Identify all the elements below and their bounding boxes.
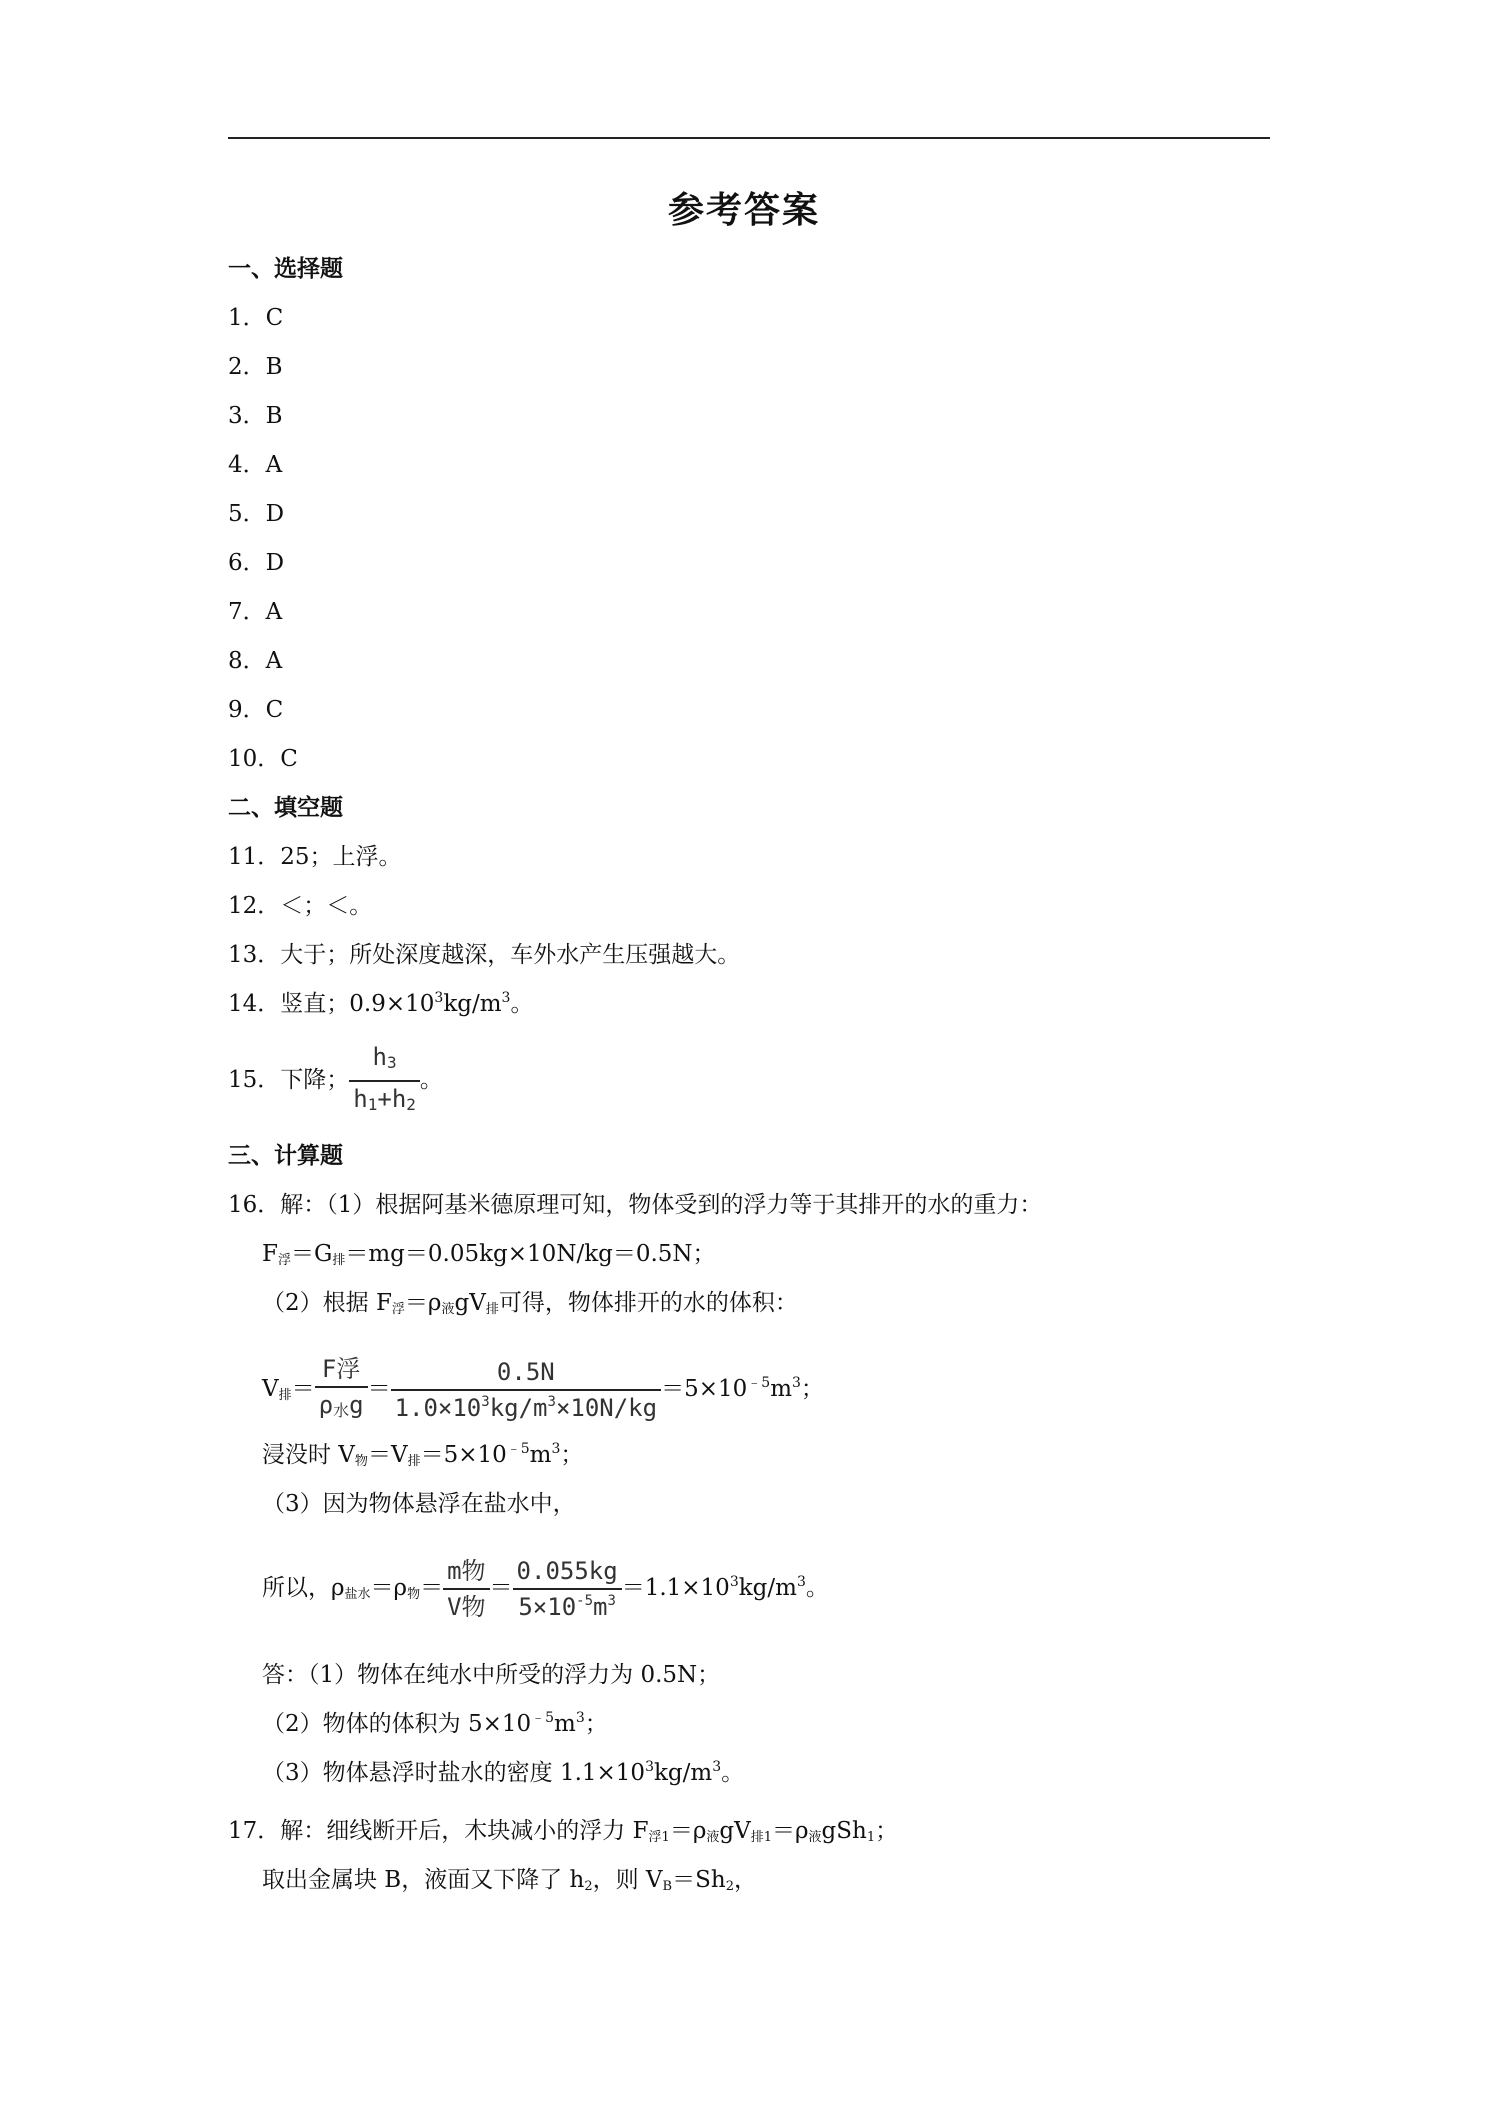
answer-item: 1．C xyxy=(228,305,284,331)
fraction-buoyancy-over-rho-g: $\frac{\text{F浮}}{\text{ρ水g}}$ xyxy=(315,1352,368,1428)
q17-line-2: 取出金属块 B，液面又下降了 $h_2$，则 $V_B=Sh_2$， xyxy=(262,1867,757,1894)
fraction-density-calc: $\frac{0.055kg}{5\times 10^{-5}m^3}$ xyxy=(513,1554,622,1624)
answer-item: 5．D xyxy=(228,501,285,527)
fraction-h3: $\frac{h3}{h1+h2}$ xyxy=(349,1040,420,1122)
q16-answer-3: （3）物体悬浮时盐水的密度 $1.1\times 10^3kg/m^3$。 xyxy=(262,1759,745,1786)
fill-answer-13: 13．大于；所处深度越深，车外水产生压强越大。 xyxy=(228,942,741,968)
fraction-volume-calc: $\frac{0.5N}{1.0\times 10^3kg/m^3\times 10N/kg}$ xyxy=(391,1355,662,1425)
q16-line-2: （2）根据 $F_浮=\rho_液gV_排$可得，物体排开的水的体积： xyxy=(262,1290,798,1317)
q16-line-6: 所以，$\rho_{盐水}=\rho_物=$ $\frac{\text{m物}}{\text{V物}}$ ＝ $\frac{0.055kg}{5\times 10^{-5}m^3}$ $=1.1\times 10^3kg/m^3$。 xyxy=(262,1548,829,1635)
section-heading-calc: 三、计算题 xyxy=(228,1143,343,1169)
fill-answer-12: 12．＜；＜。 xyxy=(228,893,373,919)
answer-item: 6．D xyxy=(228,550,285,576)
fill-answer-15: 15．下降； $\frac{h3}{h1+h2}$ 。 xyxy=(228,1040,443,1122)
answer-item: 8．A xyxy=(228,648,283,674)
q16-line-1: $F_浮=G_排=mg=0.05kg\times 10N/kg=0.5N$； xyxy=(262,1241,716,1268)
header-rule xyxy=(228,137,1270,139)
q16-line-3: $V_排=$ $\frac{\text{F浮}}{\text{ρ水g}}$ ＝ $\frac{0.5N}{1.0\times 10^3kg/m^3\times 10N/kg}$ $=5\times 10^{﹣5}m^3$； xyxy=(262,1349,824,1436)
answer-item: 3．B xyxy=(228,403,283,429)
answer-item: 7．A xyxy=(228,599,283,625)
answer-item: 2．B xyxy=(228,354,283,380)
q16-answer-2: （2）物体的体积为 $5\times 10^{﹣5}m^3$； xyxy=(262,1710,608,1737)
fraction-mass-over-volume: $\frac{\text{m物}}{\text{V物}}$ xyxy=(443,1554,489,1624)
fill-answer-11: 11．25；上浮。 xyxy=(228,844,402,870)
q16-intro: 16．解：（1）根据阿基米德原理可知，物体受到的浮力等于其排开的水的重力： xyxy=(228,1192,1043,1218)
q16-line-5: （3）因为物体悬浮在盐水中， xyxy=(262,1491,576,1517)
page-title: 参考答案 xyxy=(667,190,820,231)
section-heading-fill: 二、填空题 xyxy=(228,795,343,821)
q16-line-4: 浸没时 $V_物=V_排=5\times 10^{﹣5}m^3$； xyxy=(262,1441,584,1469)
section-heading-choice: 一、选择题 xyxy=(228,256,343,282)
answer-item: 4．A xyxy=(228,452,283,478)
q17-line-1: 17．解：细线断开后，木块减小的浮力 $F_{浮1}=\rho_液gV_{排1}=\rho_液gSh_1$； xyxy=(228,1818,899,1845)
q16-answer-1: 答：（1）物体在纯水中所受的浮力为 0.5N； xyxy=(262,1662,721,1688)
answer-item: 9．C xyxy=(228,697,284,723)
fill-answer-14: 14．竖直；$0.9\times 10^3kg/m^3$。 xyxy=(228,990,534,1017)
answer-item: 10．C xyxy=(228,746,298,772)
